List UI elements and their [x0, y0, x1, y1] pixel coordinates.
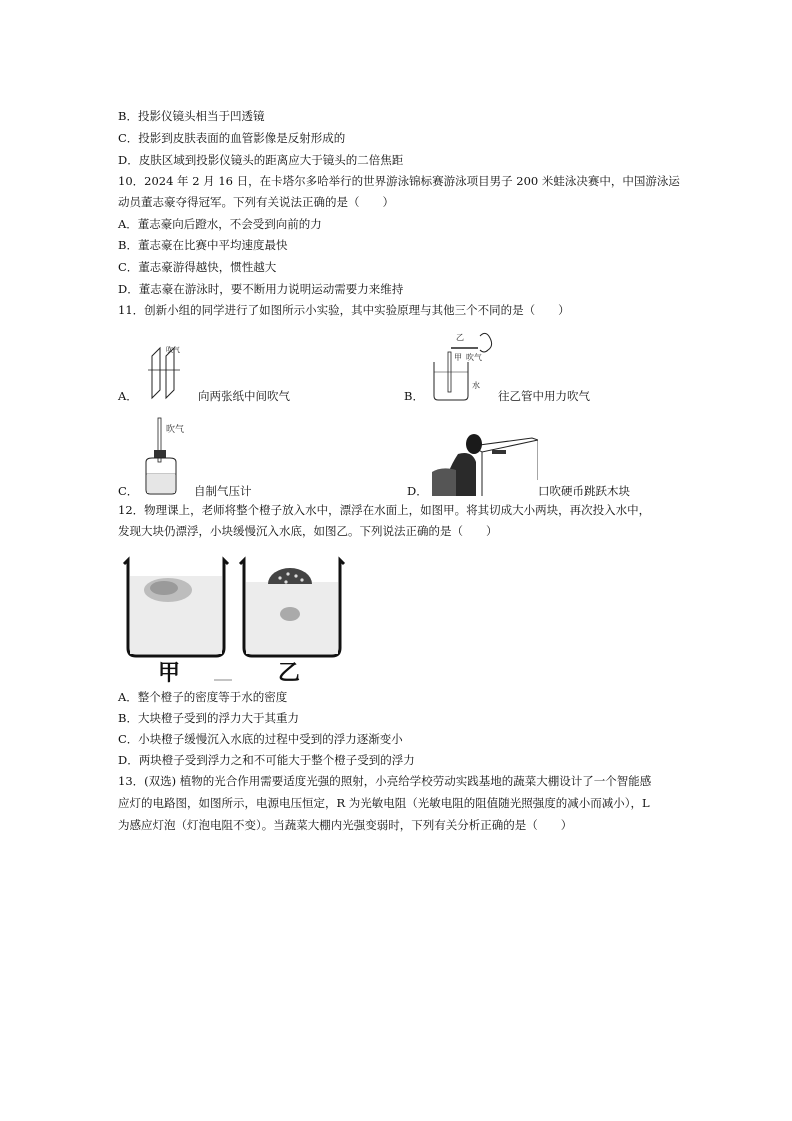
q11-figure-d: [432, 432, 538, 496]
q11-figure-a: [140, 342, 190, 400]
q12-fig-jia: 甲: [158, 661, 181, 684]
q11-b-fig-water: 水: [472, 381, 480, 390]
q11-b-fig-blow: 吹气: [466, 353, 482, 362]
q9-option-c: C．投影到皮肤表面的血管影像是反射形成的: [118, 131, 346, 145]
q12-option-c: C．小块橙子缓慢沉入水底的过程中受到的浮力逐渐变小: [118, 732, 403, 746]
q12-fig-yi: 乙: [278, 661, 301, 684]
q9-option-d: D．皮肤区域到投影仪镜头的距离应大于镜头的二倍焦距: [118, 153, 404, 167]
q11-c-fig-label: 吹气: [166, 425, 185, 435]
q12-option-a: A．整个橙子的密度等于水的密度: [118, 690, 288, 704]
q11-stem: 11．创新小组的同学进行了如图所示小实验，其中实验原理与其他三个不同的是（ ）: [118, 303, 570, 317]
q12-option-d: D．两块橙子受到浮力之和不可能大于整个橙子受到的浮力: [118, 753, 415, 767]
q13-line3: 为感应灯泡（灯泡电阻不变）。当蔬菜大棚内光强变弱时，下列有关分析正确的是（ ）: [118, 818, 573, 832]
q10-option-b: B．董志豪在比赛中平均速度最快: [118, 238, 288, 252]
q10-option-d: D．董志豪在游泳时，要不断用力说明运动需要力来维持: [118, 282, 404, 296]
q11-b-fig-yi: 乙: [456, 333, 464, 342]
q11-b-caption: 往乙管中用力吹气: [498, 389, 590, 403]
q12-stem-line1: 12．物理课上，老师将整个橙子放入水中，漂浮在水面上，如图甲。将其切成大小两块，再次投入水中，: [118, 503, 651, 517]
q11-d-caption: 口吹硬币跳跃木块: [538, 484, 630, 498]
q11-c-caption: 自制气压计: [194, 484, 252, 498]
q11-a-fig-label: 吹气: [166, 346, 180, 354]
q11-b-letter: B．: [404, 389, 424, 403]
q11-c-letter: C．: [118, 484, 139, 498]
q10-stem-line1: 10．2024 年 2 月 16 日，在卡塔尔多哈举行的世界游泳锦标赛游泳项目男子 200 米蛙泳决赛中，中国游泳运: [118, 174, 680, 188]
q13-line2: 应灯的电路图，如图所示，电源电压恒定，R 为光敏电阻（光敏电阻的阻值随光照强度的减小而减小），L: [118, 796, 650, 810]
q10-stem-line2: 动员董志豪夺得冠军。下列有关说法正确的是（ ）: [118, 195, 394, 209]
q11-figure-b: [428, 326, 498, 402]
q11-d-letter: D．: [407, 484, 428, 498]
q10-option-c: C．董志豪游得越快，惯性越大: [118, 260, 277, 274]
q9-option-b: B．投影仪镜头相当于凹透镜: [118, 109, 265, 123]
q12-figure: [118, 552, 350, 684]
q11-b-fig-jia: 甲: [454, 353, 462, 362]
q13-line1: 13．(双选) 植物的光合作用需要适度光强的照射，小亮给学校劳动实践基地的蔬菜大棚设计了一个智能感: [118, 774, 652, 788]
q11-a-caption: 向两张纸中间吹气: [198, 389, 290, 403]
q11-figure-c: [140, 416, 196, 496]
q10-option-a: A．董志豪向后蹬水，不会受到向前的力: [118, 217, 322, 231]
q12-option-b: B．大块橙子受到的浮力大于其重力: [118, 711, 299, 725]
q12-stem-line2: 发现大块仍漂浮，小块缓慢沉入水底，如图乙。下列说法正确的是（ ）: [118, 524, 498, 538]
q11-a-letter: A．: [118, 389, 138, 403]
